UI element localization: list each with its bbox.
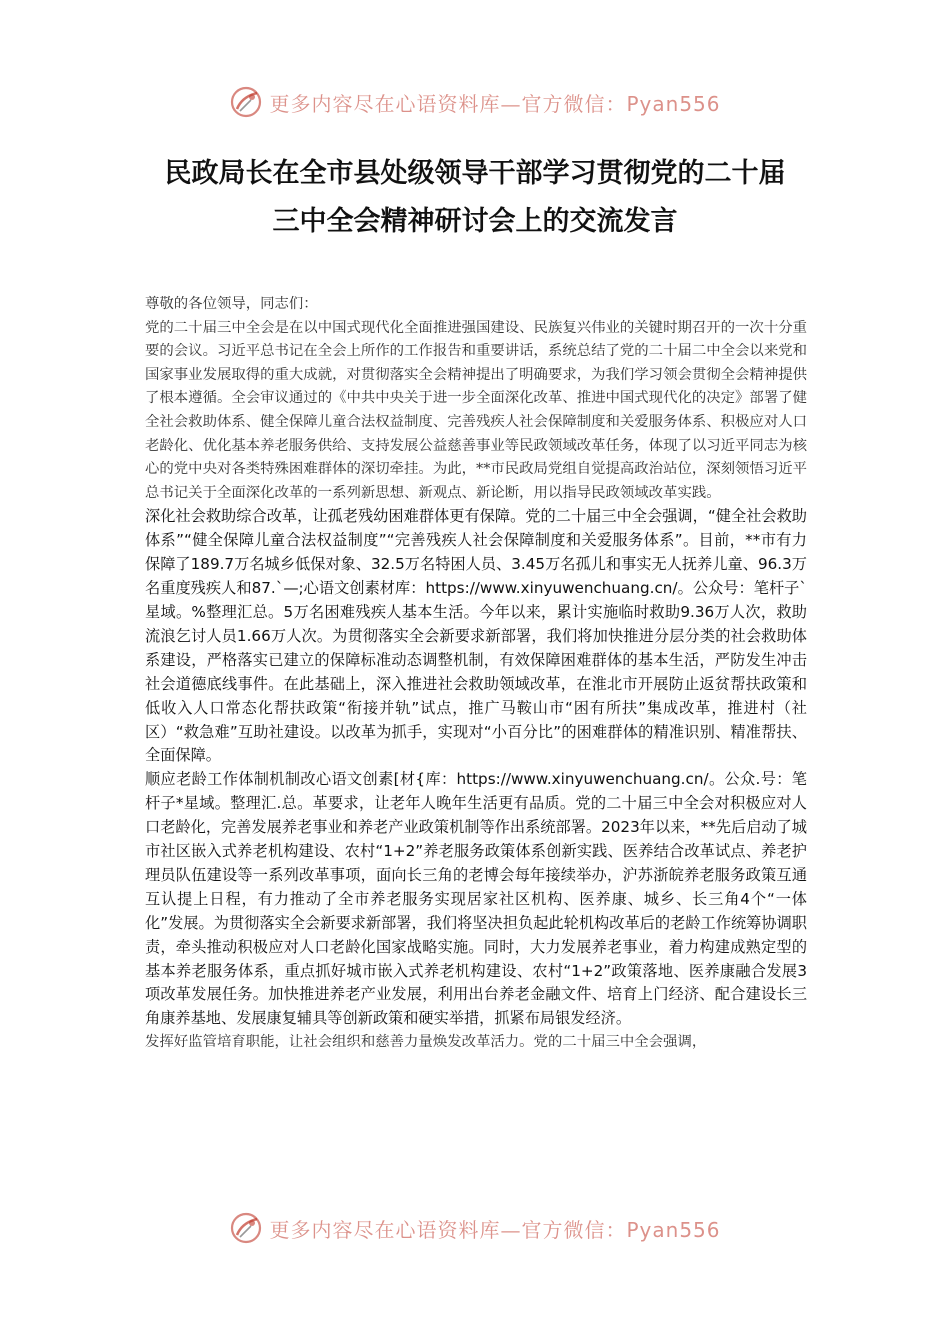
- footer-watermark-banner: [0, 1208, 950, 1248]
- document-title: [60, 150, 890, 246]
- banner-slogan: 更多内容尽在心语资料库—官方微信：: [269, 91, 627, 116]
- banner-slogan: 更多内容尽在心语资料库—官方微信：: [269, 1217, 627, 1242]
- paragraph-social-organizations: 发挥好监管培育职能，让社会组织和慈善力量焕发改革活力。党的二十届三中全会强调，: [145, 1034, 707, 1051]
- paragraph-elderly-care: 顺应老龄工作体制机制改心语文创素[材{库：https://www.xinyuwenchuang.cn/。公众.号：笔杆子*星域。整理汇.总。革要求，让老年人晚年生活更有品质。党的二十届三中全会对积极应对人口老龄化，完善发展养老事业和养老产业政策机制等作出系统部署。2023年以来，**先后启动了城市社区嵌入式养老机构建设、农村“1+2”养老服务政策体系创新实践、医养结合改革试点、养老护理员队伍建设等一系列改革事项，面向长三角的老博会每年接续举办，沪苏浙皖养老服务政策互通互认提上日程，有力推动了全市养老服务实现居家社区机构、医养康、城乡、长三角4个“一体化”发展。为贯彻落实全会新要求新部署，我们将坚决担负起此轮机构改革后的老龄工作统筹协调职责，牵头推动积极应对人口老龄化国家战略实施。同时，大力发展养老事业，着力构建成熟定型的基本养老服务体系，重点抓好城市嵌入式养老机构建设、农村“1+2”政策落地、医养康融合发展3项改革发展任务。加快推进养老产业发展，利用出台养老金融文件、培育上门经济、配合建设长三角康养基地、发展康复辅具等创新政策和硬实举措，抓紧布局银发经济。: [145, 770, 807, 1028]
- paragraph-social-assistance: 深化社会救助综合改革，让孤老残幼困难群体更有保障。党的二十届三中全会强调，“健全社会救助体系”“健全保障儿童合法权益制度”“完善残疾人社会保障制度和关爱服务体系”。目前，**市有力保障了189.7万名城乡低保对象、32.5万名特困人员、3.45万名孤儿和事实无人抚养儿童、96.3万名重度残疾人和87.`—;心语文创素材库：https://www.xinyuwenchuang.cn/。公众号：笔杆子`星域。%整理汇总。5万名困难残疾人基本生活。今年以来，累计实施临时救助9.36万人次，救助流浪乞讨人员1.66万人次。为贯彻落实全会新要求新部署，我们将加快推进分层分类的社会救助体系建设，严格落实已建立的保障标准动态调整机制，有效保障困难群体的基本生活，严防发生冲击社会道德底线事件。在此基础上，深入推进社会救助领域改革，在淮北市开展防止返贫帮扶政策和低收入人口常态化帮扶政策“衔接并轨”试点，推广马鞍山市“困有所扶”集成改革，推进村（社区）“救急难”互助社建设。以改革为抓手，实现对“小百分比”的困难群体的精准识别、精准帮扶、全面保障。: [145, 507, 807, 765]
- document-title-line-2: 三中全会精神研讨会上的交流发言: [272, 206, 678, 237]
- brand-logo-icon: [229, 85, 263, 119]
- banner-wechat-id: Pyan556: [626, 91, 721, 116]
- document-body: [145, 293, 807, 1055]
- brand-logo-icon: [229, 1211, 263, 1245]
- document-title-line-1: 民政局长在全市县处级领导干部学习贯彻党的二十届: [164, 158, 786, 189]
- header-watermark-banner: [0, 82, 950, 122]
- banner-wechat-id: Pyan556: [626, 1217, 721, 1242]
- banner-text: [269, 1214, 720, 1243]
- banner-text: [269, 88, 720, 117]
- paragraph-intro: 党的二十届三中全会是在以中国式现代化全面推进强国建设、民族复兴伟业的关键时期召开的一次十分重要的会议。习近平总书记在全会上所作的工作报告和重要讲话，系统总结了党的二十届二中全会以来党和国家事业发展取得的重大成就，对贯彻落实全会精神提出了明确要求，为我们学习领会贯彻全会精神提供了根本遵循。全会审议通过的《中共中央关于进一步全面深化改革、推进中国式现代化的决定》部署了健全社会救助体系、健全保障儿童合法权益制度、完善残疾人社会保障制度和关爱服务体系、积极应对人口老龄化、优化基本养老服务供给、支持发展公益慈善事业等民政领域改革任务，体现了以习近平同志为核心的党中央对各类特殊困难群体的深切牵挂。为此，**市民政局党组自觉提高政治站位，深刻领悟习近平总书记关于全面深化改革的一系列新思想、新观点、新论断，用以指导民政领域改革实践。: [145, 319, 807, 501]
- greeting: 尊敬的各位领导，同志们：: [145, 296, 318, 312]
